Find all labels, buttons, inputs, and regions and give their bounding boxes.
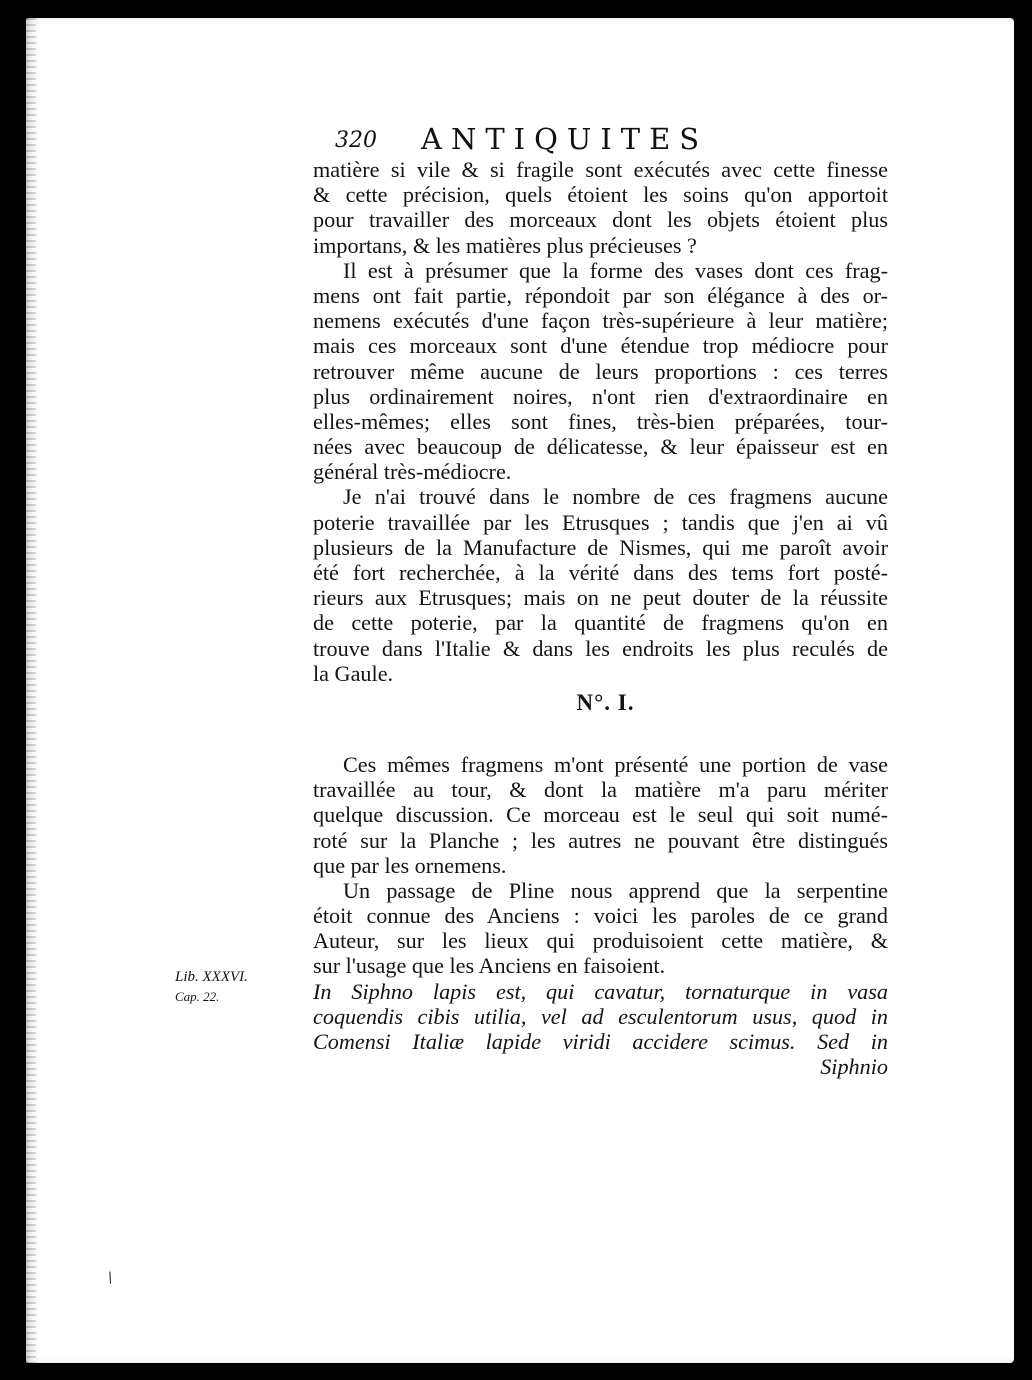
text-line: mens ont fait partie, répondoit par son élégance à des or- [313, 282, 888, 308]
text-line: Je n'ai trouvé dans le nombre de ces fragmens aucune [343, 484, 888, 510]
catchword: Siphnio [820, 1054, 888, 1080]
body-text [313, 157, 888, 1079]
paragraph-1 [313, 157, 888, 258]
text-line: rieurs aux Etrusques; mais on ne peut douter de la réussite [313, 585, 888, 611]
page-edge [26, 18, 36, 1363]
paragraph-2 [313, 258, 888, 485]
text-line: trouve dans l'Italie & dans les endroits les plus reculés de [313, 635, 888, 661]
citation-chapter: Cap. 22. [175, 989, 220, 1004]
text-line: & cette précision, quels étoient les soins qu'on apportoit [313, 182, 888, 208]
text-line: nemens exécutés d'une façon très-supérieure à leur matière; [313, 308, 888, 334]
text-line: matière si vile & si fragile sont exécutés avec cette finesse [313, 157, 888, 182]
text-line: roté sur la Planche ; les autres ne pouvant être distingués [313, 827, 888, 853]
text-line: plusieurs de la Manufacture de Nismes, qui me paroît avoir [313, 534, 888, 560]
text-line: que par les ornemens. [313, 852, 507, 878]
text-line: sur l'usage que les Anciens en faisoient. [313, 953, 666, 979]
citation-book: Lib. XXXVI. [175, 969, 248, 985]
text-line: quelque discussion. Ce morceau est le seul qui soit numé- [313, 802, 888, 828]
paragraph-4 [313, 752, 888, 878]
page-header [335, 122, 855, 158]
running-title: ANTIQUITES [421, 122, 709, 156]
page-number: 320 [335, 128, 377, 153]
text-line: nées avec beaucoup de délicatesse, & leur épaisseur est en [313, 434, 888, 460]
text-line: pour travailler des morceaux dont les objets étoient plus [313, 207, 888, 233]
paragraph-5 [313, 878, 888, 979]
text-line: retrouver même aucune de leurs proportions : ces terres [313, 358, 888, 384]
text-line: la Gaule. [313, 660, 394, 686]
text-line: Ces mêmes fragmens m'ont présenté une portion de vase [343, 751, 888, 777]
text-line: de cette poterie, par la quantité de fragmens qu'on en [313, 610, 888, 636]
text-line: poterie travaillée par les Etrusques ; tandis que j'en ai vû [313, 509, 888, 535]
spacer [313, 720, 888, 752]
ink-mark: / [105, 1269, 116, 1287]
text-line: été fort recherchée, à la vérité dans des tems fort posté- [313, 560, 888, 585]
text-line: Il est à présumer que la forme des vases dont ces frag- [343, 257, 888, 283]
section-heading: N°. I. [576, 689, 635, 715]
text-line: Un passage de Pline nous apprend que la serpentine [343, 877, 888, 903]
margin-citation [175, 967, 295, 1007]
text-line: travaillée au tour, & dont la matière m'a paru mériter [313, 777, 888, 803]
quote-line: In Siphno lapis est, qui cavatur, tornaturque in vasa [313, 978, 888, 1004]
paragraph-3 [313, 484, 888, 686]
latin-quote [313, 979, 888, 1055]
text-line: elles-mêmes; elles sont fines, très-bien préparées, tour- [313, 408, 888, 434]
quote-line: Comensi Italiæ lapide viridi accidere scimus. Sed in [313, 1029, 888, 1054]
text-line: général très-médiocre. [313, 459, 512, 485]
text-line: importans, & les matières plus précieuses ? [313, 232, 697, 258]
text-line: mais ces morceaux sont d'une étendue trop médiocre pour [313, 333, 888, 359]
text-line: étoit connue des Anciens : voici les paroles de ce grand [313, 903, 888, 929]
text-line: Auteur, sur les lieux qui produisoient cette matière, & [313, 928, 888, 954]
text-line: plus ordinairement noires, n'ont rien d'extraordinaire en [313, 383, 888, 409]
quote-line: coquendis cibis utilia, vel ad esculentorum usus, quod in [313, 1003, 888, 1029]
